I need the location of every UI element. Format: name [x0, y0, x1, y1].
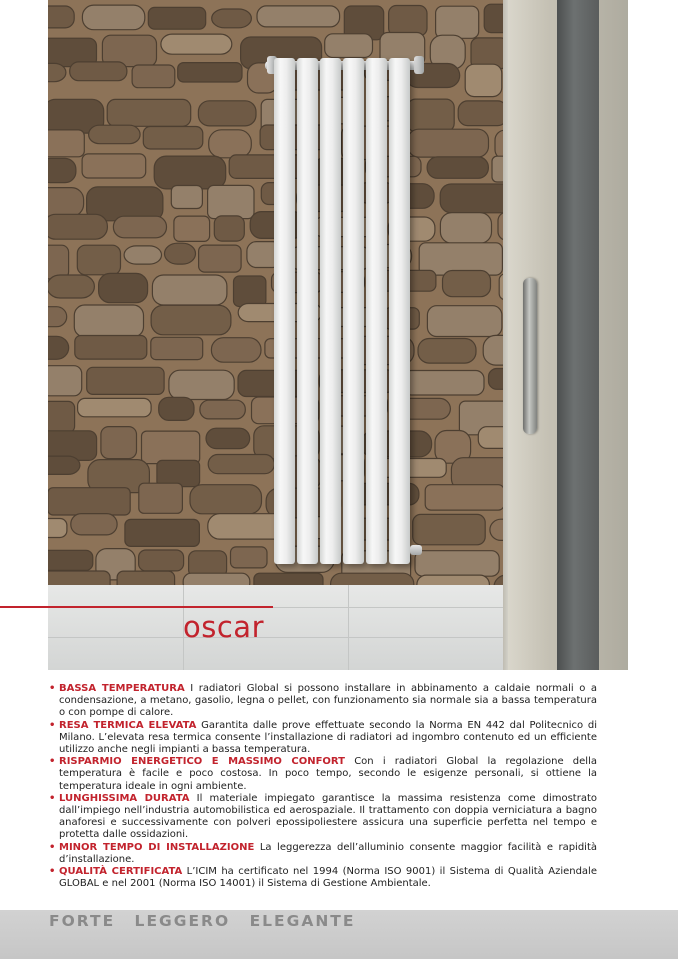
footer-tagline: FORTE LEGGERO ELEGANTE: [49, 912, 356, 930]
bullet-icon: •: [49, 866, 56, 878]
stone: [208, 455, 274, 474]
stone: [99, 273, 148, 302]
stone: [425, 485, 504, 510]
stone: [212, 9, 252, 28]
door-handle: [523, 278, 537, 434]
stone: [234, 276, 266, 307]
stone: [48, 401, 75, 432]
stone: [139, 550, 184, 571]
stone: [124, 246, 161, 264]
feature-text: La leggerezza dell’alluminio consente maggior facilità e rapidità d’installazione.: [59, 841, 598, 865]
stone: [325, 34, 373, 58]
stone: [208, 185, 254, 218]
radiator-valve-right: [414, 56, 424, 74]
stone: [206, 428, 250, 448]
stone: [148, 7, 205, 29]
stone: [48, 130, 84, 157]
stone: [142, 431, 200, 464]
stone: [48, 245, 69, 279]
feature-list: [49, 683, 597, 890]
feature-item: [49, 842, 597, 866]
stone: [161, 34, 232, 54]
stone: [48, 336, 69, 359]
feature-heading: MINOR TEMPO DI INSTALLAZIONE: [59, 841, 255, 853]
stone: [48, 366, 82, 396]
stone: [107, 99, 191, 126]
stone: [403, 371, 484, 396]
stone: [48, 571, 110, 585]
stone: [440, 213, 491, 244]
stone: [101, 427, 137, 459]
stone: [48, 63, 66, 81]
stone: [48, 188, 84, 217]
feature-text: Garantita dalle prove effettuate secondo la Norma EN 442 dal Politecnico di Milano. L’elevata resa termica consente l’installazione di radiatori ad ingombro contenuto ed un efficiente utilizzo anche negli impianti a bassa temperatura.: [59, 719, 597, 756]
stone: [413, 514, 486, 544]
stone: [209, 130, 252, 158]
feature-heading: BASSA TEMPERATURA: [59, 683, 185, 694]
stone: [231, 547, 268, 568]
stone: [257, 6, 340, 27]
stone: [427, 157, 488, 178]
stone: [75, 336, 147, 360]
bullet-icon: •: [49, 841, 56, 853]
feature-item: [49, 756, 597, 793]
title-rule: [0, 606, 273, 608]
radiator-element: [389, 58, 410, 564]
stone: [89, 125, 141, 144]
feature-item: [49, 793, 597, 842]
feature-item: [49, 683, 597, 720]
stone: [199, 245, 242, 272]
stone: [154, 156, 226, 189]
stone: [48, 307, 67, 327]
feature-heading: RISPARMIO ENERGETICO E MASSIMO CONFORT: [59, 756, 346, 768]
stone: [143, 127, 203, 150]
stone: [152, 275, 227, 305]
stone: [151, 305, 231, 335]
feature-text: I radiatori Global si possono installare in abbinamento a caldaie normali o a condensazione, a metano, gasolio, legna o pellet, con funzionamento sia normale sia a bassa temperatura o con pompe di calore.: [59, 683, 597, 719]
stone: [331, 573, 414, 585]
stone: [183, 573, 250, 585]
stone: [151, 337, 203, 359]
feature-heading: QUALITÀ CERTIFICATA: [59, 866, 183, 878]
stone: [87, 367, 164, 394]
stone: [408, 129, 489, 157]
radiator-element: [274, 58, 295, 564]
radiator-bottom-valve: [410, 545, 422, 555]
stone: [211, 338, 261, 363]
stone: [78, 398, 152, 416]
feature-text: Il materiale impiegato garantisce la massima resistenza come dimostrato dall’impiego nell’industria automobilistica ed aerospaziale. Il trattamento con doppia verniciatura a bagno anaforesi e successivamente con polveri epossipoliestere assicura una superficie perfetta nel tempo e protetta dalle ossidazioni.: [59, 792, 597, 841]
stone: [169, 370, 234, 399]
stone: [139, 483, 183, 513]
radiator-element: [343, 58, 364, 564]
door-frame-post: [557, 0, 599, 670]
stone: [48, 456, 80, 474]
radiator-element: [366, 58, 387, 564]
stone: [465, 64, 502, 96]
feature-heading: LUNGHISSIMA DURATA: [59, 792, 190, 804]
feature-text: Con i radiatori Global la regolazione della temperatura è facile e poco costosa. In poco tempo, secondo le esigenze personali, si ottiene la temperatura ideale in ogni ambiente.: [59, 756, 597, 792]
stone: [74, 305, 143, 337]
stone: [165, 243, 196, 264]
product-photo: [48, 0, 628, 670]
bullet-icon: •: [49, 792, 56, 804]
stone: [171, 186, 202, 209]
stone: [82, 5, 144, 30]
feature-item: [49, 720, 597, 757]
feature-heading: RESA TERMICA ELEVATA: [59, 719, 197, 731]
bullet-icon: •: [49, 719, 56, 731]
stone: [77, 245, 120, 275]
stone: [178, 63, 242, 82]
stone: [214, 216, 244, 241]
product-title: oscar: [183, 610, 264, 644]
stone: [113, 216, 166, 238]
stone: [436, 6, 479, 38]
stone: [48, 519, 67, 538]
stone: [48, 6, 74, 28]
stone: [407, 99, 454, 132]
radiator-element: [320, 58, 341, 564]
stone: [458, 101, 507, 126]
feature-text: L’ICIM ha certificato nel 1994 (Norma ISO 9001) il Sistema di Qualità Aziendale GLOBAL e nel 2001 (Norma ISO 14001) il Sistema di Gestione Ambientale.: [59, 866, 597, 890]
feature-item: [49, 866, 597, 890]
bullet-icon: •: [49, 756, 56, 768]
stone: [48, 214, 107, 239]
stone: [415, 551, 499, 577]
stone: [48, 158, 76, 182]
stone: [389, 6, 427, 36]
stone: [125, 519, 199, 546]
stone: [70, 62, 127, 81]
stone: [48, 550, 93, 570]
radiator-element: [297, 58, 318, 564]
stone: [198, 101, 256, 126]
stone: [48, 488, 130, 515]
stone: [254, 573, 323, 585]
stone: [417, 575, 490, 585]
stone: [71, 514, 117, 535]
stone: [159, 397, 194, 420]
stone: [48, 275, 94, 298]
stone: [132, 65, 175, 88]
stone: [443, 271, 491, 297]
oscar-radiator: [274, 58, 410, 564]
stone: [82, 154, 146, 178]
bullet-icon: •: [49, 683, 56, 694]
stone: [200, 400, 245, 419]
stone: [418, 339, 476, 364]
stone: [117, 571, 175, 585]
stone: [190, 485, 262, 514]
tiled-floor: [48, 585, 518, 670]
stone: [427, 306, 502, 337]
stone: [174, 216, 210, 241]
